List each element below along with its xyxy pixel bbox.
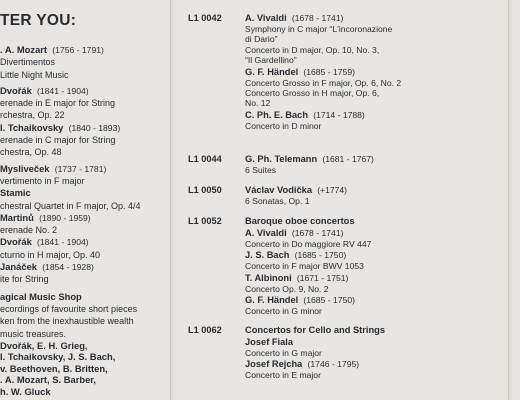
work-line	[0, 328, 170, 340]
work-line	[0, 200, 170, 212]
composer-name: C. Ph. E. Bach	[245, 109, 309, 120]
work-title: Concerto in D minor	[245, 120, 322, 131]
composer-line	[245, 249, 500, 261]
work-title: Concerto in D major, Op. 10, No. 3,	[245, 44, 380, 55]
composer-line	[0, 291, 170, 303]
composer-line	[0, 351, 170, 363]
composer-name: Mysliveček	[0, 162, 50, 174]
album-title-text: Concertos for Cello and Strings	[245, 325, 385, 335]
composer-line	[0, 85, 170, 97]
work-line	[0, 69, 170, 81]
composer-name: I. Tchaikovsky, J. S. Bach,	[0, 351, 116, 363]
work-title: ken from the inexhaustible wealth	[0, 316, 134, 327]
fold-shadow	[171, 0, 175, 400]
composer-line	[245, 184, 500, 196]
composer-years: (1890 - 1959)	[39, 212, 91, 223]
composer-name: G. F. Händel	[245, 295, 299, 306]
work-title: Concerto Grosso in H major, Op. 6,	[245, 88, 380, 99]
composer-name: J. S. Bach	[245, 250, 290, 261]
composer-line	[245, 109, 500, 121]
work-title: 6 Sonatas, Op. 1	[245, 196, 310, 206]
composer-years: (+1774)	[317, 185, 348, 195]
composer-years: (1841 - 1904)	[37, 85, 89, 96]
composer-line	[245, 336, 500, 348]
composer-years: (1685 - 1750)	[294, 250, 347, 261]
work-line	[245, 306, 500, 316]
work-title: erenade in E major for String	[0, 98, 116, 109]
panel-title: TER YOU:	[0, 12, 77, 29]
work-title: Concerto in F major BWV 1053	[245, 261, 364, 272]
work-title: ite for String	[0, 274, 49, 285]
work-title: erenade in C major for String	[0, 135, 116, 146]
work-title: Concerto Grosso in F major, Op. 6, No. 2	[245, 77, 402, 88]
composer-name: Dvořák	[0, 236, 32, 248]
composer-line	[0, 163, 170, 175]
composer-line	[0, 122, 170, 134]
work-line	[0, 56, 170, 68]
work-line	[0, 146, 170, 158]
composer-name: A. Vivaldi	[245, 13, 287, 23]
work-line	[245, 261, 500, 271]
composer-line	[245, 294, 500, 306]
work-line	[245, 239, 500, 249]
work-line	[245, 55, 500, 65]
composer-name: h. W. Gluck	[0, 385, 51, 397]
catalog-number: L1 0062	[188, 325, 222, 335]
work-title: Concerto Op. 9, No. 2	[245, 283, 329, 294]
composer-name: G. F. Händel	[245, 66, 299, 77]
catalog-number: L1 0052	[188, 216, 222, 226]
work-line	[245, 45, 500, 55]
work-title: Concerto in E major	[245, 370, 321, 381]
composer-line	[0, 261, 170, 273]
composer-line	[0, 212, 170, 224]
work-title: No. 12	[245, 98, 271, 109]
entry-lines	[245, 153, 500, 175]
work-line	[245, 88, 500, 98]
work-title: cturno in H major, Op. 40	[0, 249, 101, 260]
composer-years: (1840 - 1893)	[68, 122, 121, 133]
fold-shadow	[509, 0, 513, 400]
work-title: chestra, Op. 48	[0, 147, 62, 158]
work-title: Divertimentos	[0, 57, 56, 68]
work-title: “Il Gardellino”	[245, 55, 297, 66]
work-title: 6 Suites	[245, 165, 277, 175]
album-title-text: Baroque oboe concertos	[245, 216, 355, 226]
entry-lines	[245, 12, 500, 131]
work-line	[0, 134, 170, 146]
composer-years: (1756 - 1791)	[52, 45, 104, 55]
album-title	[245, 324, 500, 336]
composer-name: Stamic	[0, 187, 31, 199]
composer-years: (1737 - 1781)	[54, 163, 107, 174]
work-line	[0, 175, 170, 187]
composer-line	[0, 363, 170, 375]
work-line	[245, 121, 500, 131]
composer-years: (1678 - 1741)	[291, 13, 344, 23]
composer-line	[0, 340, 170, 352]
composer-years: (1841 - 1904)	[37, 237, 89, 248]
catalog-number: L1 0042	[188, 13, 222, 23]
work-line	[0, 97, 170, 109]
composer-name: agical Music Shop	[0, 290, 82, 302]
composer-name: G. Ph. Telemann	[245, 154, 318, 164]
work-title: vertimento in F major	[0, 175, 85, 186]
work-line	[245, 165, 500, 175]
composer-line	[0, 386, 170, 398]
left-program-list	[0, 44, 170, 397]
work-title: music treasures.	[0, 328, 67, 339]
entry-lines	[245, 184, 500, 206]
composer-name: Dvořák, E. H. Grieg,	[0, 339, 88, 351]
composer-name: Václav Vodička	[245, 185, 313, 195]
work-title: Concerto in G major	[245, 348, 322, 358]
work-line	[0, 303, 170, 315]
work-title: Little Night Music	[0, 69, 69, 80]
work-title: di Dario”	[245, 34, 278, 45]
work-line	[245, 34, 500, 44]
composer-line	[0, 236, 170, 248]
composer-years: (1681 - 1767)	[322, 154, 374, 164]
work-title: Symphony in C major “L'incoronazione	[245, 24, 393, 34]
composer-years: (1685 - 1750)	[303, 295, 355, 306]
work-title: rchestra, Op. 22	[0, 110, 65, 121]
composer-years: (1685 - 1759)	[303, 66, 355, 77]
composer-line	[245, 272, 500, 284]
composer-name: T. Albinoni	[245, 272, 292, 283]
composer-line	[0, 44, 170, 56]
composer-years: (1714 - 1788)	[313, 109, 365, 120]
composer-years: (1671 - 1751)	[296, 272, 349, 283]
work-line	[245, 284, 500, 294]
work-line	[245, 24, 500, 34]
composer-line	[245, 358, 500, 370]
composer-years: (1854 - 1928)	[42, 262, 94, 273]
left-panel	[0, 0, 170, 400]
catalog-number: L1 0050	[188, 185, 222, 195]
work-title: ecordings of favourite short pieces	[0, 303, 138, 314]
composer-name: I. Tchaikovsky	[0, 121, 64, 133]
composer-line	[245, 227, 500, 239]
composer-name: A. Vivaldi	[245, 228, 287, 238]
work-title: Concerto in G minor	[245, 306, 322, 317]
composer-line	[0, 374, 170, 386]
composer-name: Josef Fiala	[245, 337, 294, 347]
catalog-panel	[188, 0, 506, 400]
work-line	[0, 315, 170, 327]
composer-line	[245, 153, 500, 165]
composer-years: (1678 - 1741)	[291, 228, 344, 238]
work-line	[0, 109, 170, 121]
composer-name: . A. Mozart	[0, 44, 48, 55]
work-line	[245, 370, 500, 380]
entry-lines	[245, 324, 500, 381]
composer-name: . A. Mozart, S. Barber,	[0, 374, 97, 386]
work-line	[0, 273, 170, 285]
composer-line	[245, 12, 500, 24]
composer-line	[0, 187, 170, 199]
work-line	[245, 196, 500, 206]
composer-name: Dvořák	[0, 84, 32, 96]
composer-line	[245, 66, 500, 78]
composer-name: Josef Rejcha	[245, 359, 303, 370]
composer-name: v. Beethoven, B. Britten,	[0, 362, 108, 374]
composer-name: Martinů	[0, 211, 34, 223]
entry-lines	[245, 215, 500, 317]
album-title	[245, 215, 500, 227]
catalog-number: L1 0044	[188, 154, 222, 164]
work-title: chestral Quartet in F major, Op. 4/4	[0, 200, 141, 211]
work-line	[245, 98, 500, 108]
work-title: Concerto in Do maggiore RV 447	[245, 239, 372, 249]
work-title: erenade No. 2	[0, 225, 58, 236]
work-line	[0, 224, 170, 236]
work-line	[0, 249, 170, 261]
work-line	[245, 348, 500, 358]
composer-name: Janáček	[0, 261, 38, 273]
work-line	[245, 78, 500, 88]
composer-years: (1746 - 1795)	[307, 359, 360, 370]
